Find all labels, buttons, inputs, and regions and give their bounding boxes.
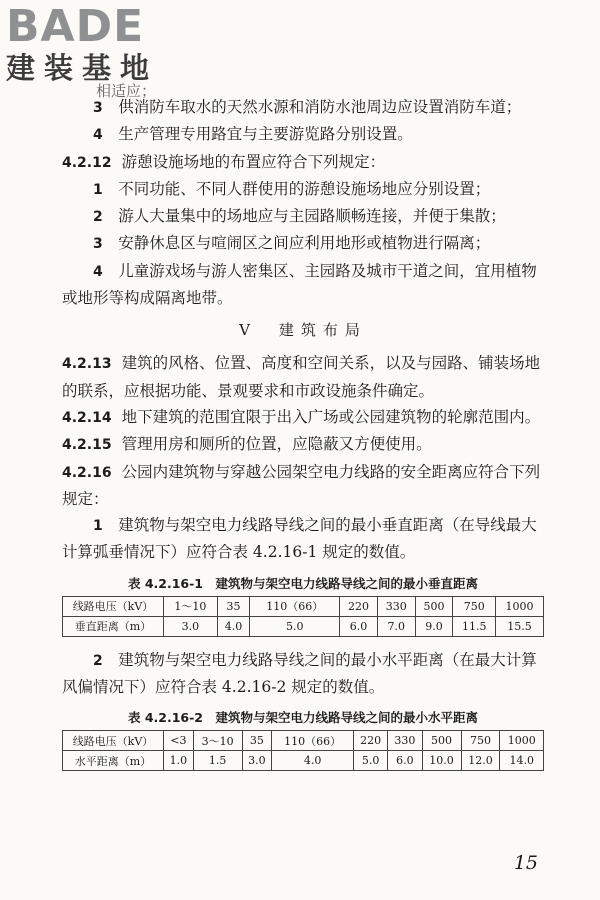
clause-4-2-16: 4.2.16 公园内建筑物与穿越公园架空电力线路的安全距离应符合下列规定：: [62, 462, 541, 508]
table-row: 线路电压（kV） 1～10 35 110（66） 220 330 500 750 1000: [63, 596, 544, 616]
page-number: 15: [513, 852, 538, 874]
list-item: 4 生产管理专用路宜与主要游览路分别设置。: [93, 125, 413, 144]
table-caption: 表 4.2.16-1 建筑物与架空电力线路导线之间的最小垂直距离: [127, 575, 479, 591]
bade-logo: [6, 2, 181, 86]
clause-4-2-15: 4.2.15 管理用房和厕所的位置，应隐蔽又方便使用。: [62, 435, 432, 454]
clause-4-2-13: 4.2.13 建筑的风格、位置、高度和空间关系，以及与园路、铺装场地的联系，应根据功能、景观要求和市政设施条件确定。: [62, 354, 541, 400]
table-caption: 表 4.2.16-2 建筑物与架空电力线路导线之间的最小水平距离: [127, 710, 479, 726]
list-item: 1 不同功能、不同人群使用的游憩设施场地应分别设置；: [93, 179, 491, 198]
list-item: 3 安静休息区与喧闹区之间应利用地形或植物进行隔离；: [93, 234, 491, 253]
list-item: 2 建筑物与架空电力线路导线之间的最小水平距离（在最大计算风偏情况下）应符合表 4.2.16-2 规定的数值。: [62, 650, 537, 697]
section-heading: V 建筑布局: [239, 321, 367, 340]
table-row: 线路电压（kV） <3 3～10 35 110（66） 220 330 500 750 1000: [63, 731, 544, 751]
logo-wordmark: BADE: [6, 1, 145, 52]
clause-4-2-14: 4.2.14 地下建筑的范围宜限于出入广场或公园建筑物的轮廓范围内。: [62, 407, 541, 426]
table-row: 水平距离（m） 1.0 1.5 3.0 4.0 5.0 6.0 10.0 12.0 14.0: [63, 751, 544, 771]
list-item: 4 儿童游戏场与游人密集区、主园路及城市干道之间，宜用植物或地形等构成隔离地带。: [62, 261, 537, 308]
logo-subtitle: 建装基地: [6, 51, 159, 85]
vertical-distance-table: [62, 596, 544, 637]
table-row: 垂直距离（m） 3.0 4.0 5.0 6.0 7.0 9.0 11.5 15.5: [63, 616, 544, 636]
horizontal-distance-table: [62, 730, 544, 771]
clause-4-2-12: 4.2.12 游憩设施场地的布置应符合下列规定：: [62, 152, 386, 171]
list-item: 3 供消防车取水的天然水源和消防水池周边应设置消防车道；: [93, 98, 522, 116]
list-item: 2 游人大量集中的场地应与主园路顺畅连接，并便于集散；: [93, 207, 506, 226]
list-item: 1 建筑物与架空电力线路导线之间的最小垂直距离（在导线最大计算弧垂情况下）应符合表 4.2.16-1 规定的数值。: [62, 516, 537, 562]
partially-hidden-text: 相适应；: [96, 82, 157, 100]
document-body: [62, 94, 544, 771]
